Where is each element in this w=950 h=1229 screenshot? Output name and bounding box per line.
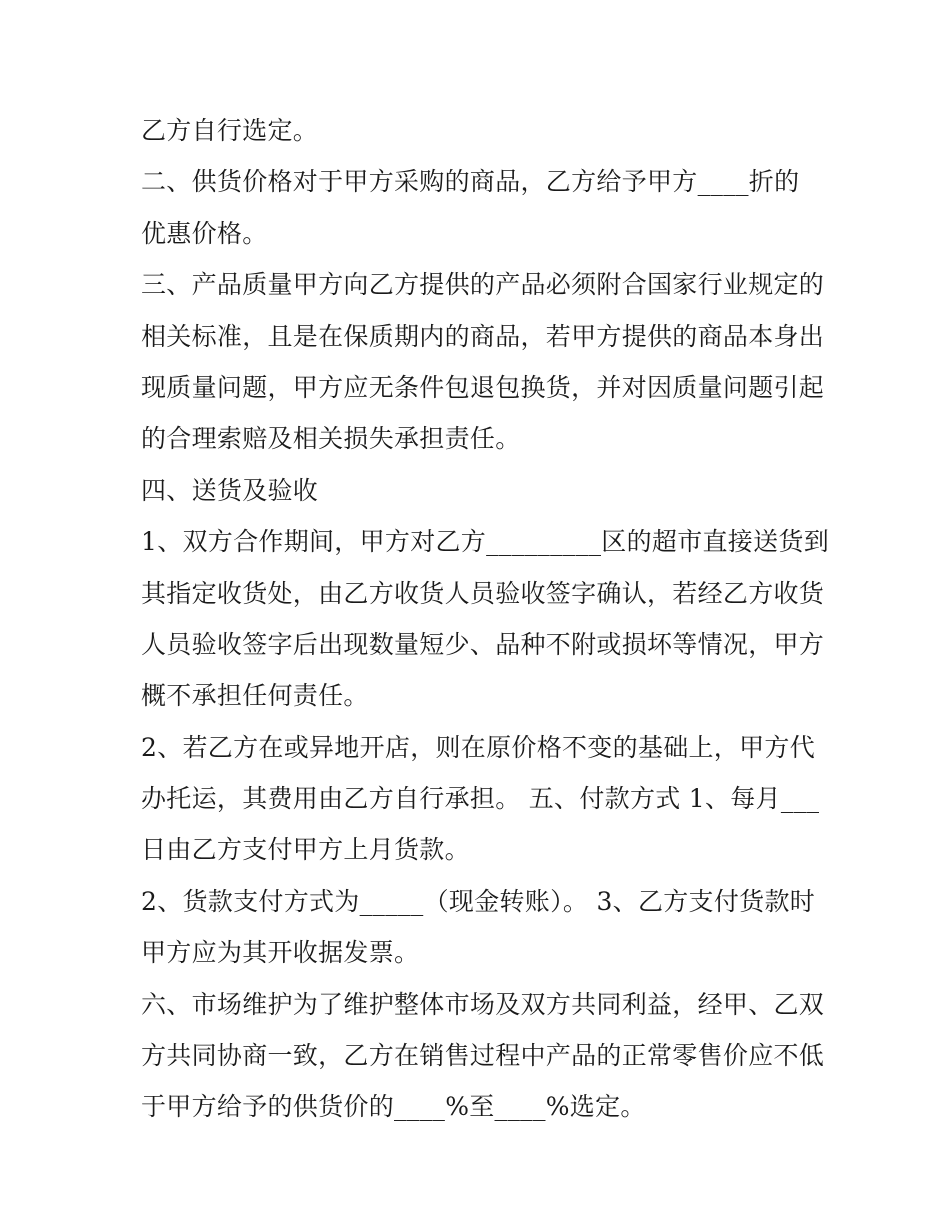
text-line: 甲方应为其开收据发票。 xyxy=(141,938,420,968)
text-line: 三、产品质量甲方向乙方提供的产品必须附合国家行业规定的 xyxy=(141,270,825,300)
text-line: 其指定收货处，由乙方收货人员验收签字确认，若经乙方收货 xyxy=(141,578,825,608)
text-line: 日由乙方支付甲方上月货款。 xyxy=(141,835,470,865)
document-body xyxy=(141,105,831,1133)
text-line: 人员验收签字后出现数量短少、品种不附或损坏等情况，甲方 xyxy=(141,629,825,659)
text-line: 相关标准，且是在保质期内的商品，若甲方提供的商品本身出 xyxy=(141,321,825,351)
text-line: 2、货款支付方式为_____（现金转账）。 3、乙方支付货款时 xyxy=(141,886,816,916)
text-line: 于甲方给予的供货价的____%至____%选定。 xyxy=(141,1092,646,1122)
text-line: 概不承担任何责任。 xyxy=(141,681,369,711)
text-line: 办托运，其费用由乙方自行承担。 五、付款方式 1、每月___ xyxy=(141,784,820,814)
section-heading: 四、送货及验收 xyxy=(141,475,319,505)
text-line: 六、市场维护为了维护整体市场及双方共同利益，经甲、乙双 xyxy=(141,989,825,1019)
text-line: 二、供货价格对于甲方采购的商品，乙方给予甲方____折的 xyxy=(141,167,800,197)
text-line: 优惠价格。 xyxy=(141,218,268,248)
text-line: 的合理索赔及相关损失承担责任。 xyxy=(141,424,521,454)
text-line: 乙方自行选定。 xyxy=(141,116,319,145)
text-line: 1、双方合作期间，甲方对乙方_________区的超市直接送货到 xyxy=(141,527,830,557)
text-line: 2、若乙方在或异地开店，则在原价格不变的基础上，甲方代 xyxy=(141,732,816,762)
text-line: 方共同协商一致，乙方在销售过程中产品的正常零售价应不低 xyxy=(141,1041,825,1071)
text-line: 现质量问题，甲方应无条件包退包换货，并对因质量问题引起 xyxy=(141,372,825,402)
